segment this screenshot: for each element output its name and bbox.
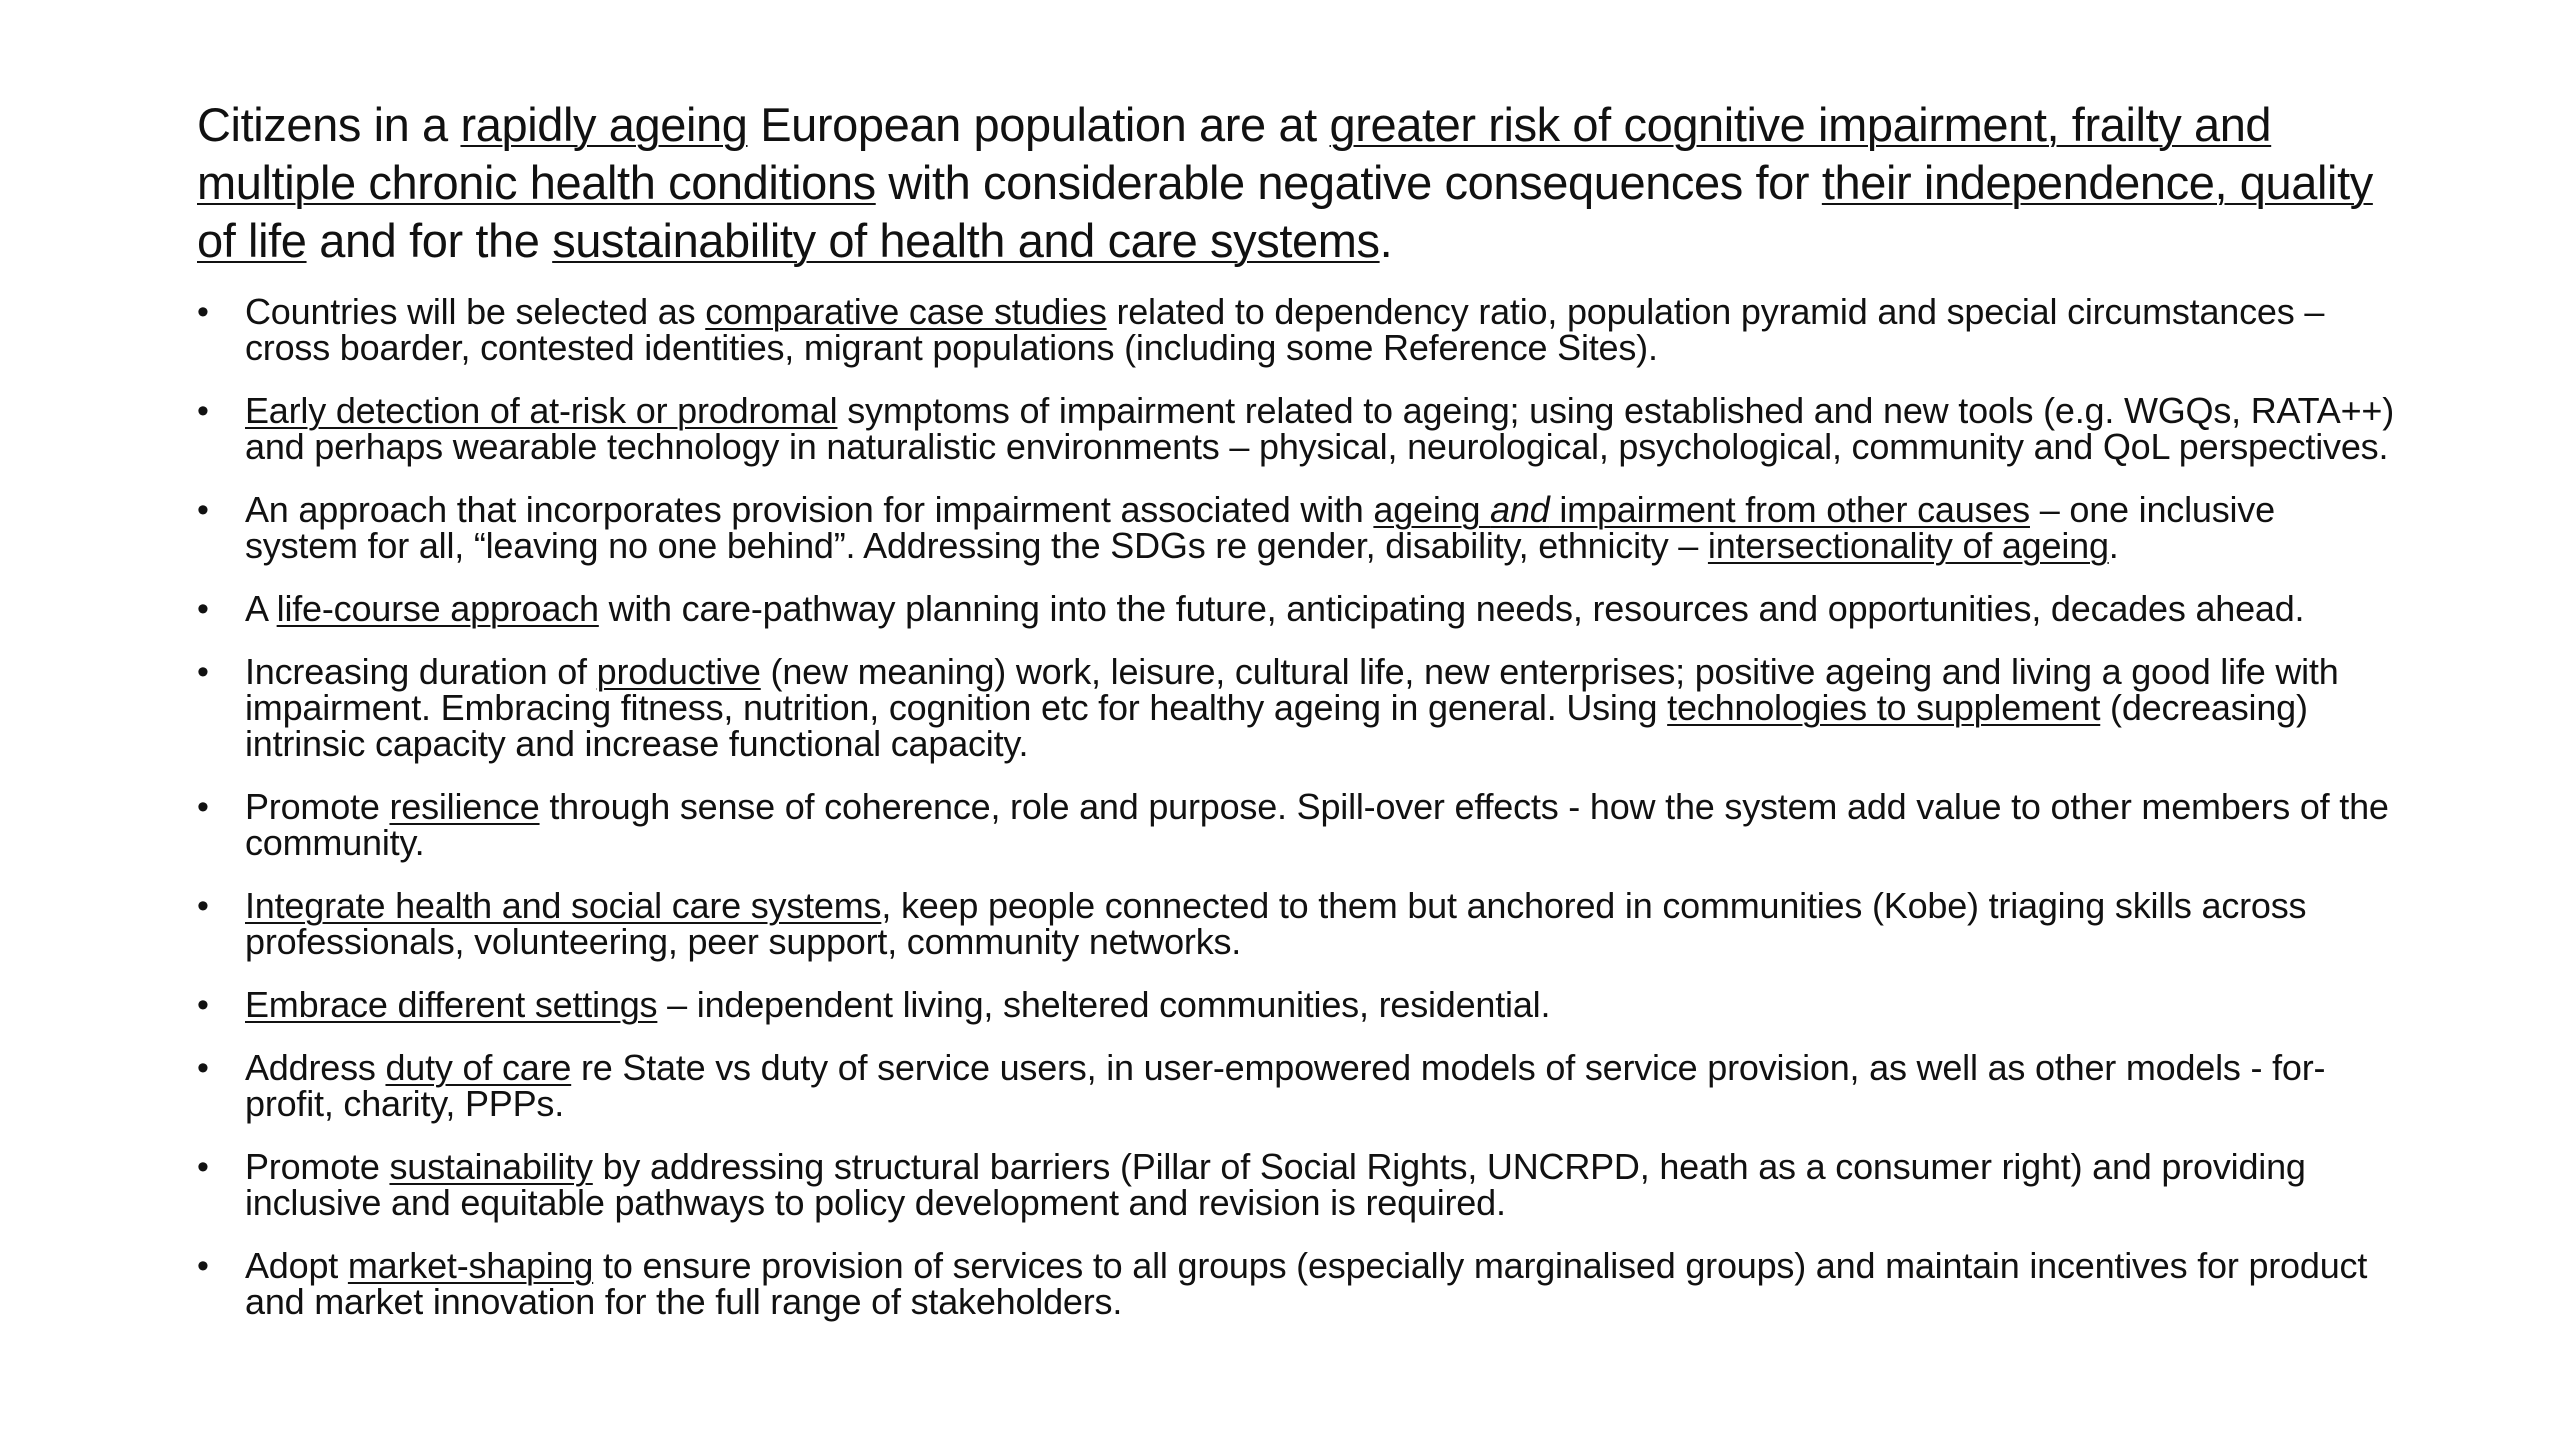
bullet-text: A life-course approach with care-pathway planning into the future, anticipating needs, resources and opportunities, decades ahead. — [245, 588, 2305, 629]
bullet-icon: • — [197, 590, 209, 628]
bullet-case-studies — [197, 291, 2397, 368]
bullet-text: Adopt market-shaping to ensure provision of services to all groups (especially marginalised groups) and maintain incentives for product and market innovation for the full range of stakeholders. — [245, 1245, 2368, 1322]
bullet-icon: • — [197, 1049, 209, 1087]
title-emphasis: rapidly ageing — [460, 98, 748, 151]
bullet-resilience — [197, 786, 2397, 863]
bullet-text: Embrace different settings – independent living, sheltered communities, residential. — [245, 984, 1551, 1025]
title-emphasis: greater risk of cognitive impairment, frailty and multiple chronic health conditions — [197, 98, 2272, 209]
bullet-text: Integrate health and social care systems, keep people connected to them but anchored in communities (Kobe) triaging skills across professionals, volunteering, peer support, community networks. — [245, 885, 2307, 962]
bullet-text: An approach that incorporates provision for impairment associated with ageing and impairment from other causes – one inclusive system for all, “leaving no one behind”. Addressing the SDGs re gender, disability, ethnicity – intersectionality of ageing. — [245, 489, 2275, 566]
bullet-text: Increasing duration of productive (new meaning) work, leisure, cultural life, new enterprises; positive ageing and living a good life with impairment. Embracing fitness, nutrition, cognition etc for healthy ageing in general. Using technologies to supplement (decreasing) intrinsic capacity and increase functional capacity. — [245, 651, 2339, 764]
bullet-icon: • — [197, 788, 209, 826]
bullet-integrate-care — [197, 885, 2397, 962]
slide-title: Citizens in a rapidly ageing European population are at greater risk of cognitive impairment, frailty and multiple chronic health conditions with considerable negative consequences for their independence, quality of life and for the sustainability of health and care systems. — [197, 98, 2373, 267]
bullet-text: Countries will be selected as comparative case studies related to dependency ratio, population pyramid and special circumstances – cross boarder, contested identities, migrant populations (including some Reference Sites). — [245, 291, 2325, 368]
bullet-icon: • — [197, 491, 209, 529]
bullet-icon: • — [197, 1247, 209, 1285]
bullet-icon: • — [197, 1148, 209, 1186]
bullet-inclusive-approach — [197, 489, 2397, 566]
bullet-icon: • — [197, 392, 209, 430]
bullet-text: Address duty of care re State vs duty of service users, in user-empowered models of service provision, as well as other models - for-profit, charity, PPPs. — [245, 1047, 2326, 1124]
bullet-sustainability — [197, 1146, 2397, 1223]
title-emphasis: their independence, quality of life — [197, 156, 2373, 267]
bullet-icon: • — [197, 887, 209, 925]
bullet-icon: • — [197, 986, 209, 1024]
bullet-text: Early detection of at-risk or prodromal symptoms of impairment related to ageing; using established and new tools (e.g. WGQs, RATA++) and perhaps wearable technology in naturalistic environments – physical, neurological, psychological, community and QoL perspectives. — [245, 390, 2395, 467]
bullet-early-detection — [197, 390, 2397, 467]
bullet-life-course — [197, 588, 2397, 629]
bullet-settings — [197, 984, 2397, 1025]
bullet-text: Promote resilience through sense of coherence, role and purpose. Spill-over effects - how the system add value to other members of the community. — [245, 786, 2389, 863]
bullet-productive — [197, 651, 2397, 764]
bullet-icon: • — [197, 653, 209, 691]
bullet-duty-of-care — [197, 1047, 2397, 1124]
bullet-icon: • — [197, 293, 209, 331]
bullet-text: Promote sustainability by addressing structural barriers (Pillar of Social Rights, UNCRPD, heath as a consumer right) and providing inclusive and equitable pathways to policy development and revision is required. — [245, 1146, 2306, 1223]
bullet-market-shaping — [197, 1245, 2397, 1322]
title-emphasis: sustainability of health and care systems — [552, 214, 1380, 267]
bullet-list — [197, 291, 2397, 1347]
